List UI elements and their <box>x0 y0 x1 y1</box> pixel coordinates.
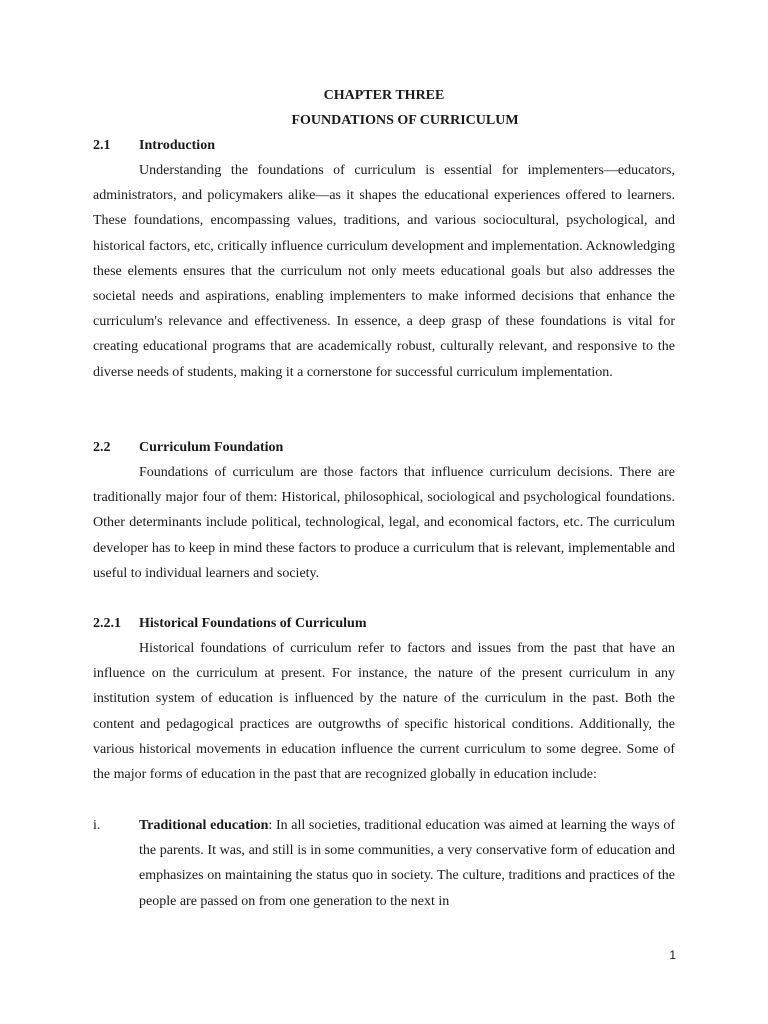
list-item-body <box>139 813 675 914</box>
section-number: 2.2.1 <box>93 616 121 631</box>
historical-foundations-paragraph: Historical foundations of curriculum refer to factors and issues from the past that have an influence on the curriculum at present. For instance, the nature of the present curriculum in any institution system of education is influenced by the nature of the curriculum in the past. Both the content and pedagogical practices are outgrowths of specific historical conditions. Additionally, the various historical movements in education influence the current curriculum to some degree. Some of the major forms of education in the past that are recognized globally in education include: <box>93 641 675 783</box>
section-title: Historical Foundations of Curriculum <box>139 616 367 631</box>
chapter-subtitle: FOUNDATIONS OF CURRICULUM <box>291 113 519 128</box>
page-number: 1 <box>669 948 676 962</box>
introduction-paragraph: Understanding the foundations of curriculum is essential for implementers—educators, administrators, and policymakers alike—as it shapes the educational experiences offered to learners. These foundations, encompassing values, traditions, and various sociocultural, psychological, and historical factors, etc, critically influence curriculum development and implementation. Acknowledging these elements ensures that the curriculum not only meets educational goals but also addresses the societal needs and aspirations, enabling implementers to make informed decisions that enhance the curriculum's relevance and effectiveness. In essence, a deep grasp of these foundations is vital for creating educational programs that are academically robust, culturally relevant, and responsive to the diverse needs of students, making it a cornerstone for successful curriculum implementation. <box>93 163 675 380</box>
list-item-text: : In all societies, traditional education was aimed at learning the ways of the parents. It was, and still is in some communities, a very conservative form of education and emphasizes on maintaining the status quo in society. The culture, traditions and practices of the people are passed on from one generation to the next in <box>139 818 675 909</box>
chapter-title: CHAPTER THREE <box>323 88 445 103</box>
section-title: Introduction <box>139 138 215 153</box>
section-heading-curriculum-foundation <box>93 438 283 458</box>
section-number: 2.2 <box>93 440 111 455</box>
section-title: Curriculum Foundation <box>139 440 284 455</box>
list-item-term: Traditional education <box>139 818 269 833</box>
curriculum-foundation-paragraph: Foundations of curriculum are those factors that influence curriculum decisions. There are traditionally major four of them: Historical, philosophical, sociological and psychological foundations. Other determinants include political, technological, legal, and economical factors, etc. The curriculum developer has to keep in mind these factors to produce a curriculum that is relevant, implementable and useful to individual learners and society. <box>93 465 675 581</box>
section-number: 2.1 <box>93 138 111 153</box>
section-heading-historical-foundations <box>93 614 367 634</box>
list-marker: i. <box>93 818 101 833</box>
section-heading-introduction <box>93 136 215 156</box>
list-item <box>93 813 675 914</box>
